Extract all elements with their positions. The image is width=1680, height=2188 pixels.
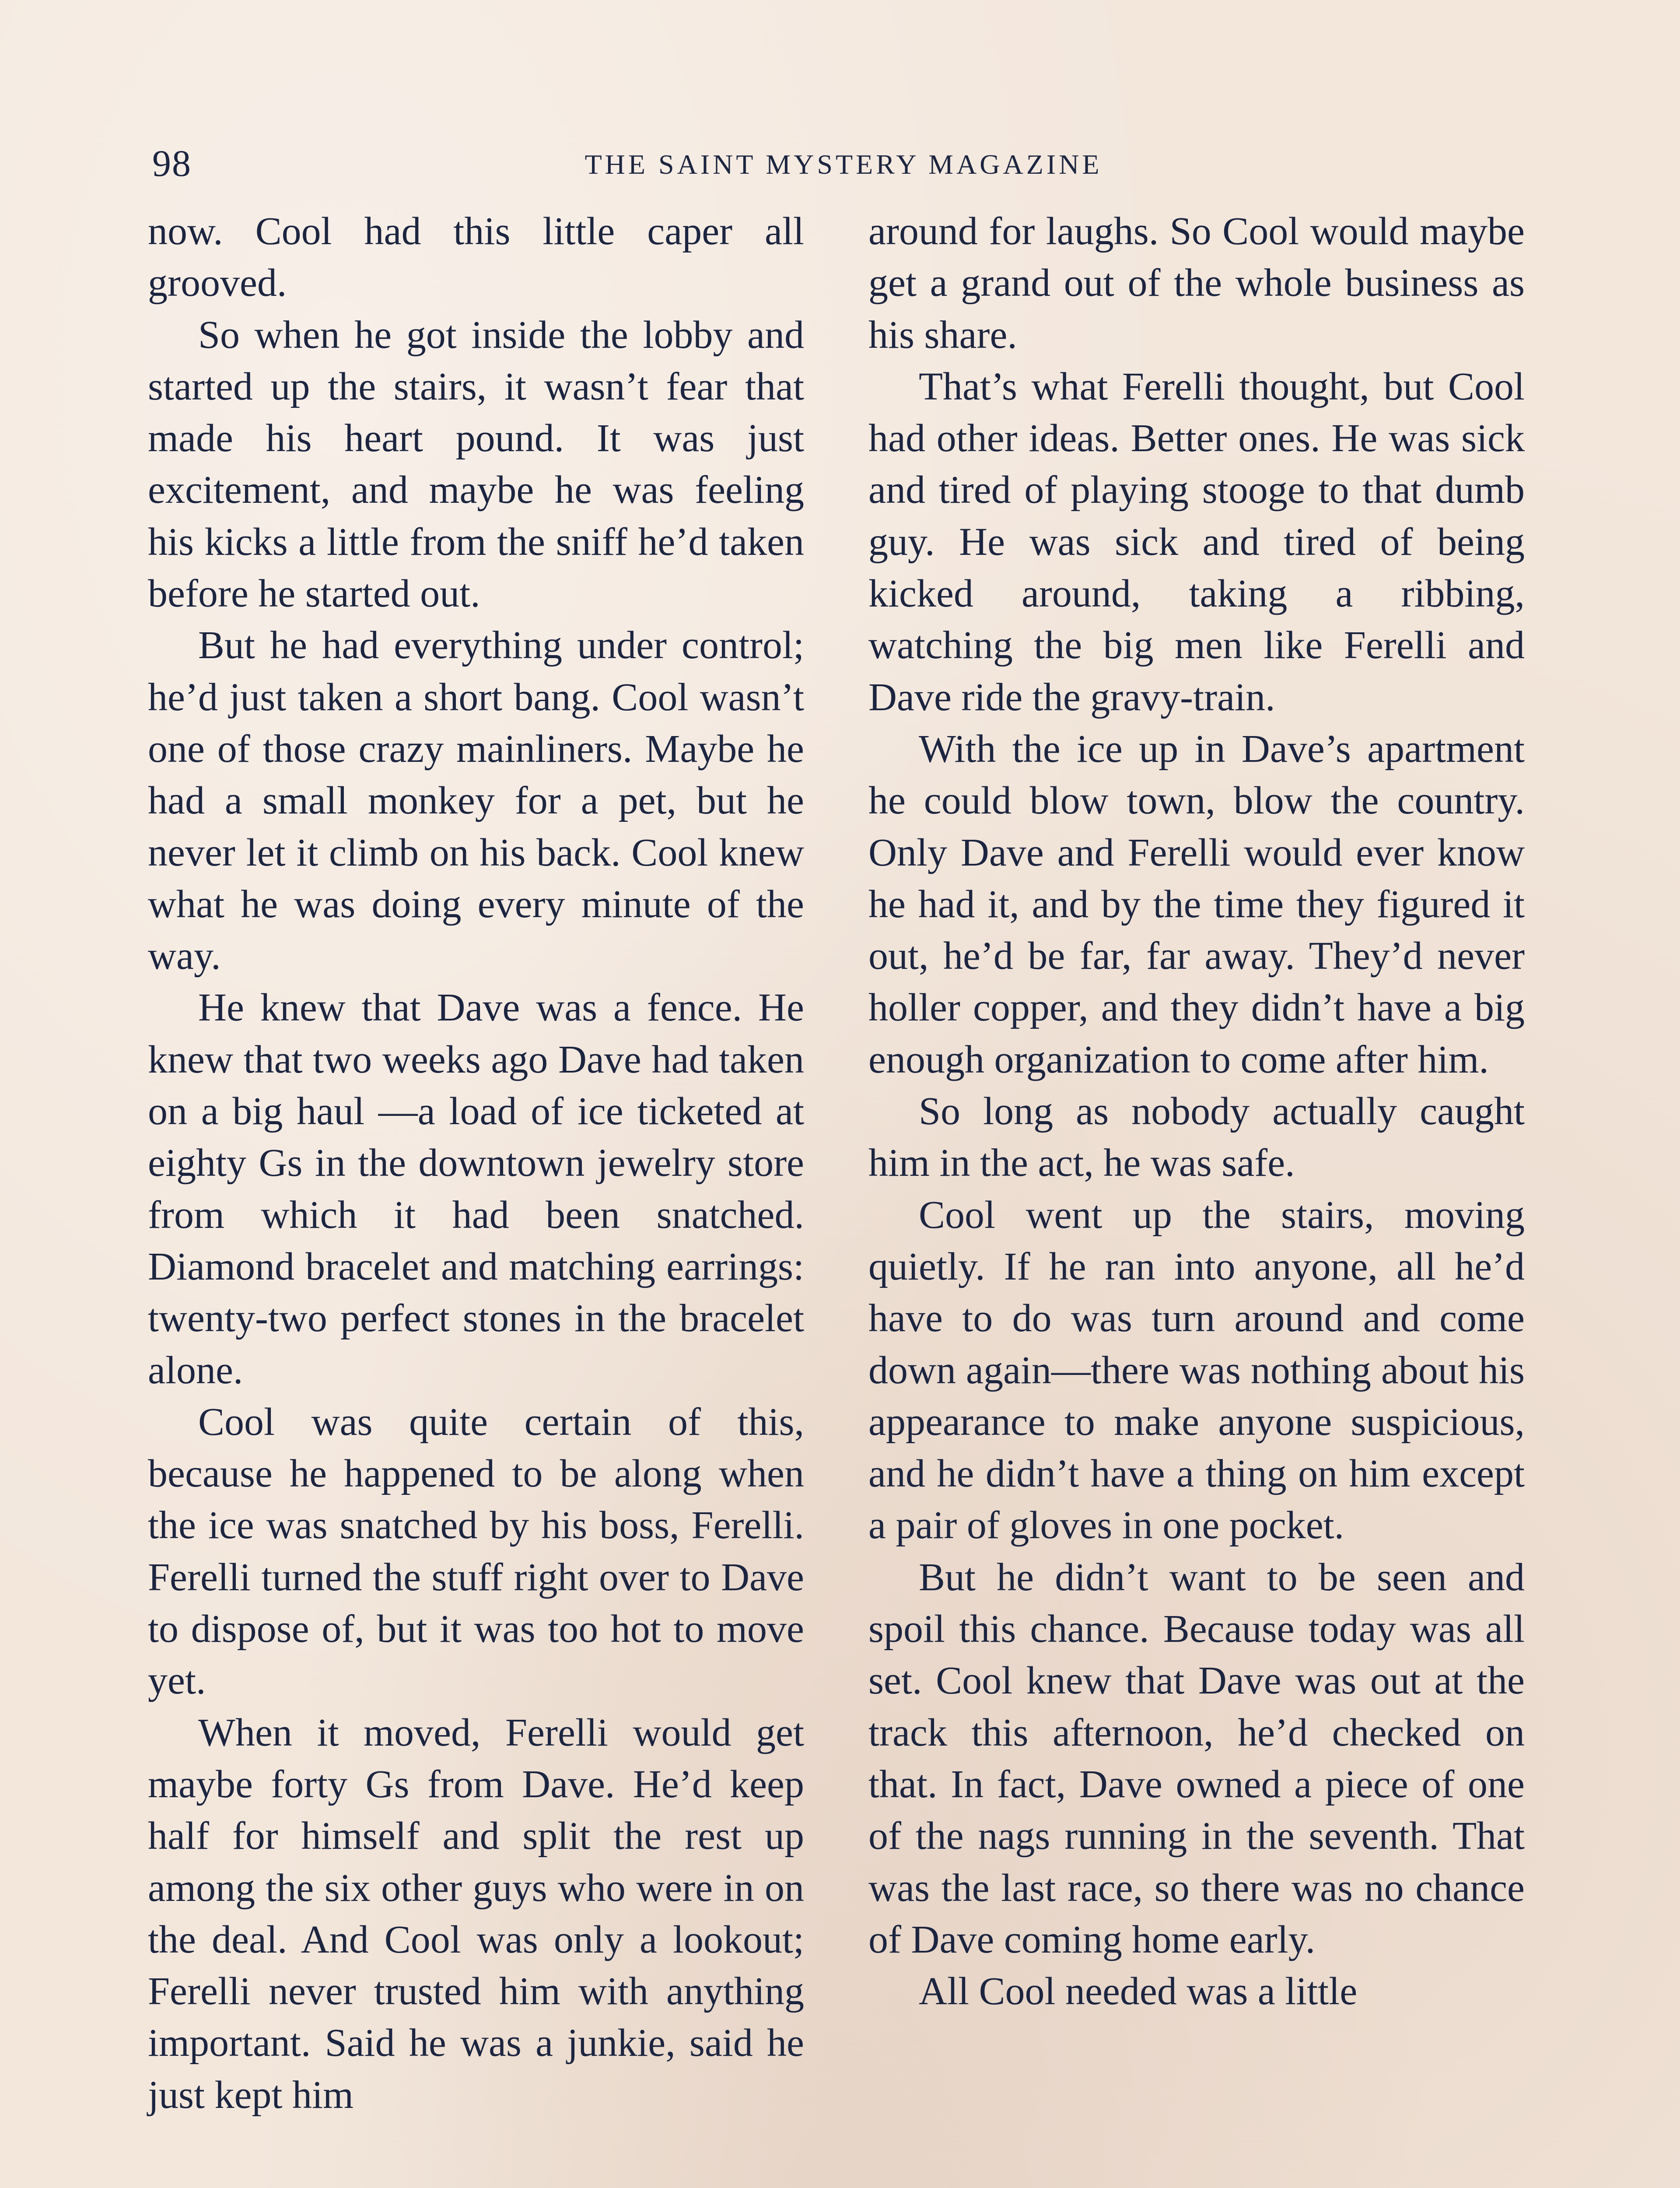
paragraph: But he had everything under control; he’d just taken a short bang. Cool wasn’t one of those crazy mainliners. Maybe he had a small monkey for a pet, but he never let it climb on his back. Cool knew what he was doing every minute of the way. [148,624,804,978]
paragraph: That’s what Ferelli thought, but Cool had other ideas. Better ones. He was sick and tired of playing stooge to that dumb guy. He was sick and tired of being kicked around, taking a ribbing, watching the big men like Ferelli and Dave ride the gravy-train. [868,365,1525,719]
paragraph: Cool went up the stairs, moving quietly. If he ran into anyone, all he’d have to do was turn around and come down again—there was nothing about his appearance to make anyone suspicious, and he didn’t have a thing on him except a pair of gloves in one pocket. [868,1193,1525,1547]
page-header [152,139,1535,192]
page-number: 98 [152,142,192,184]
right-text-column [868,206,1525,2017]
paragraph: When it moved, Ferelli would get maybe forty Gs from Dave. He’d keep half for himself and split the rest up among the six other guys who were in on the deal. And Cool was only a lookout; Ferelli never trusted him with anything important. Said he was a junkie, said he just kept him [148,1711,804,2117]
paragraph: But he didn’t want to be seen and spoil this chance. Because today was all set. Cool knew that Dave was out at the track this afternoon, he’d checked on that. In fact, Dave owned a piece of one of the nags running in the seventh. That was the last race, so there was no chance of Dave coming home early. [868,1555,1525,1961]
running-head-title: THE SAINT MYSTERY MAGAZINE [584,149,1102,180]
paragraph: With the ice up in Dave’s apartment he could blow town, blow the country. Only Dave and Ferelli would ever know he had it, and by the time they figured it out, he’d be far, far away. They’d never holler copper, and they didn’t have a big enough organization to come after him. [868,727,1525,1081]
paragraph: All Cool needed was a little [919,1970,1358,2013]
paragraph: around for laughs. So Cool would maybe get a grand out of the whole business as his share. [868,210,1525,357]
left-text-column [148,206,804,2121]
paragraph: So when he got inside the lobby and started up the stairs, it wasn’t fear that made his heart pound. It was just excitement, and maybe he was feeling his kicks a little from the sniff he’d taken before he started out. [148,313,804,616]
paragraph: So long as nobody actually caught him in the act, he was safe. [868,1090,1525,1185]
paragraph: He knew that Dave was a fence. He knew that two weeks ago Dave had taken on a big haul —a load of ice ticketed at eighty Gs in the downtown jewelry store from which it had been snatched. Diamond bracelet and matching earrings: twenty-two perfect stones in the bracelet alone. [148,986,804,1392]
paragraph: now. Cool had this little caper all grooved. [148,210,804,305]
paragraph: Cool was quite certain of this, because he happened to be along when the ice was snatched by his boss, Ferelli. Ferelli turned the stuff right over to Dave to dispose of, but it was too hot to move yet. [148,1400,804,1703]
